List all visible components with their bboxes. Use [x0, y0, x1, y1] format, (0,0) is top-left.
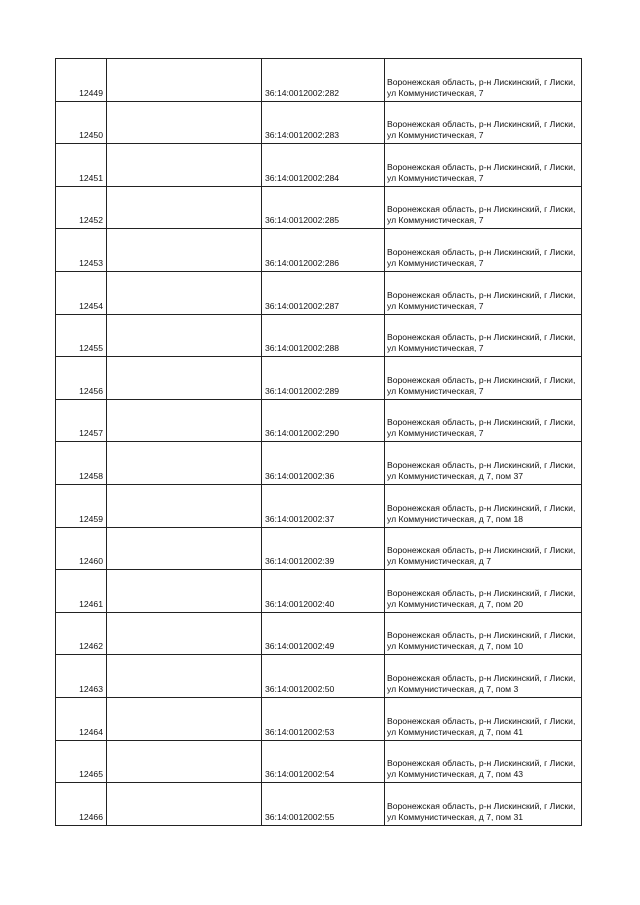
row-name-cell — [107, 740, 262, 783]
address-cell: Воронежская область, р-н Лискинский, г Лиски, ул Коммунистическая, 7 — [385, 59, 582, 102]
row-number-cell: 12464 — [56, 697, 107, 740]
row-number-cell: 12462 — [56, 612, 107, 655]
row-name-cell — [107, 271, 262, 314]
row-name-cell — [107, 612, 262, 655]
property-table — [55, 58, 582, 826]
row-name-cell — [107, 484, 262, 527]
row-name-cell — [107, 399, 262, 442]
row-number-cell: 12457 — [56, 399, 107, 442]
address-cell: Воронежская область, р-н Лискинский, г Лиски, ул Коммунистическая, 7 — [385, 186, 582, 229]
row-name-cell — [107, 442, 262, 485]
row-number-cell: 12455 — [56, 314, 107, 357]
address-cell: Воронежская область, р-н Лискинский, г Лиски, ул Коммунистическая, д 7, пом 3 — [385, 655, 582, 698]
table-row — [56, 527, 582, 570]
cadastral-number-cell: 36:14:0012002:50 — [262, 655, 385, 698]
row-name-cell — [107, 314, 262, 357]
address-cell: Воронежская область, р-н Лискинский, г Лиски, ул Коммунистическая, 7 — [385, 229, 582, 272]
row-name-cell — [107, 357, 262, 400]
cadastral-number-cell: 36:14:0012002:286 — [262, 229, 385, 272]
address-cell: Воронежская область, р-н Лискинский, г Лиски, ул Коммунистическая, д 7 — [385, 527, 582, 570]
table-row — [56, 570, 582, 613]
row-name-cell — [107, 229, 262, 272]
address-cell: Воронежская область, р-н Лискинский, г Лиски, ул Коммунистическая, д 7, пом 31 — [385, 783, 582, 826]
cadastral-number-cell: 36:14:0012002:37 — [262, 484, 385, 527]
row-number-cell: 12463 — [56, 655, 107, 698]
address-cell: Воронежская область, р-н Лискинский, г Лиски, ул Коммунистическая, д 7, пом 37 — [385, 442, 582, 485]
row-number-cell: 12456 — [56, 357, 107, 400]
row-number-cell: 12449 — [56, 59, 107, 102]
cadastral-number-cell: 36:14:0012002:288 — [262, 314, 385, 357]
table-row — [56, 186, 582, 229]
address-cell: Воронежская область, р-н Лискинский, г Лиски, ул Коммунистическая, 7 — [385, 101, 582, 144]
row-number-cell: 12458 — [56, 442, 107, 485]
cadastral-number-cell: 36:14:0012002:289 — [262, 357, 385, 400]
property-table-body — [56, 59, 582, 826]
row-number-cell: 12452 — [56, 186, 107, 229]
table-row — [56, 783, 582, 826]
row-number-cell: 12461 — [56, 570, 107, 613]
table-row — [56, 271, 582, 314]
row-number-cell: 12459 — [56, 484, 107, 527]
table-row — [56, 442, 582, 485]
row-name-cell — [107, 697, 262, 740]
row-number-cell: 12454 — [56, 271, 107, 314]
row-number-cell: 12450 — [56, 101, 107, 144]
row-name-cell — [107, 783, 262, 826]
table-row — [56, 655, 582, 698]
table-row — [56, 399, 582, 442]
address-cell: Воронежская область, р-н Лискинский, г Лиски, ул Коммунистическая, 7 — [385, 144, 582, 187]
cadastral-number-cell: 36:14:0012002:55 — [262, 783, 385, 826]
row-number-cell: 12466 — [56, 783, 107, 826]
row-number-cell: 12453 — [56, 229, 107, 272]
table-row — [56, 612, 582, 655]
address-cell: Воронежская область, р-н Лискинский, г Лиски, ул Коммунистическая, д 7, пом 18 — [385, 484, 582, 527]
row-name-cell — [107, 527, 262, 570]
address-cell: Воронежская область, р-н Лискинский, г Лиски, ул Коммунистическая, 7 — [385, 399, 582, 442]
row-name-cell — [107, 655, 262, 698]
address-cell: Воронежская область, р-н Лискинский, г Лиски, ул Коммунистическая, д 7, пом 43 — [385, 740, 582, 783]
row-name-cell — [107, 186, 262, 229]
table-row — [56, 59, 582, 102]
cadastral-number-cell: 36:14:0012002:54 — [262, 740, 385, 783]
row-name-cell — [107, 59, 262, 102]
table-row — [56, 314, 582, 357]
address-cell: Воронежская область, р-н Лискинский, г Лиски, ул Коммунистическая, 7 — [385, 271, 582, 314]
cadastral-number-cell: 36:14:0012002:287 — [262, 271, 385, 314]
cadastral-number-cell: 36:14:0012002:39 — [262, 527, 385, 570]
cadastral-number-cell: 36:14:0012002:36 — [262, 442, 385, 485]
address-cell: Воронежская область, р-н Лискинский, г Лиски, ул Коммунистическая, д 7, пом 41 — [385, 697, 582, 740]
row-number-cell: 12460 — [56, 527, 107, 570]
cadastral-number-cell: 36:14:0012002:290 — [262, 399, 385, 442]
cadastral-number-cell: 36:14:0012002:49 — [262, 612, 385, 655]
address-cell: Воронежская область, р-н Лискинский, г Лиски, ул Коммунистическая, д 7, пом 10 — [385, 612, 582, 655]
row-number-cell: 12451 — [56, 144, 107, 187]
table-row — [56, 357, 582, 400]
cadastral-number-cell: 36:14:0012002:282 — [262, 59, 385, 102]
cadastral-number-cell: 36:14:0012002:285 — [262, 186, 385, 229]
cadastral-number-cell: 36:14:0012002:53 — [262, 697, 385, 740]
table-row — [56, 740, 582, 783]
row-name-cell — [107, 101, 262, 144]
row-number-cell: 12465 — [56, 740, 107, 783]
row-name-cell — [107, 570, 262, 613]
table-row — [56, 697, 582, 740]
table-row — [56, 484, 582, 527]
table-row — [56, 144, 582, 187]
table-row — [56, 229, 582, 272]
cadastral-number-cell: 36:14:0012002:40 — [262, 570, 385, 613]
row-name-cell — [107, 144, 262, 187]
table-row — [56, 101, 582, 144]
cadastral-number-cell: 36:14:0012002:284 — [262, 144, 385, 187]
address-cell: Воронежская область, р-н Лискинский, г Лиски, ул Коммунистическая, 7 — [385, 357, 582, 400]
cadastral-number-cell: 36:14:0012002:283 — [262, 101, 385, 144]
address-cell: Воронежская область, р-н Лискинский, г Лиски, ул Коммунистическая, 7 — [385, 314, 582, 357]
address-cell: Воронежская область, р-н Лискинский, г Лиски, ул Коммунистическая, д 7, пом 20 — [385, 570, 582, 613]
